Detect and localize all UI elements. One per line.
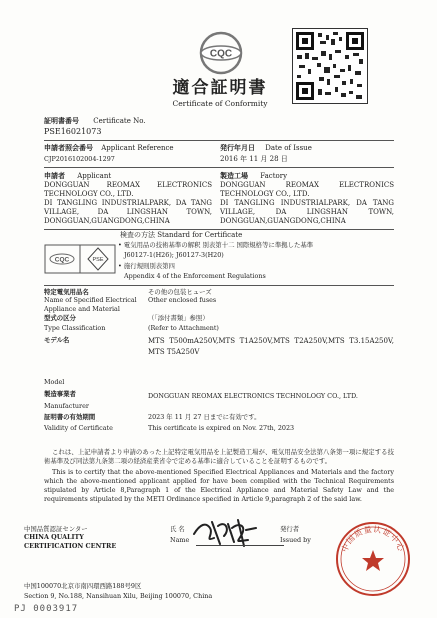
standards-item-2: • 施行規則別表第四	[118, 262, 175, 270]
issuer-label-en: Issued by	[280, 536, 311, 544]
applicant-line: TECHNOLOGY CO., LTD.	[44, 190, 134, 198]
validity-value-en: This certificate is expired on Nov. 27th, 2023	[148, 424, 295, 432]
product-label-en2: Appliance and Material	[44, 304, 120, 313]
title-en: Certificate of Conformity	[172, 99, 268, 108]
validity-label-jp: 証明書の有効期間	[44, 413, 96, 421]
model-label-jp: モデル名	[44, 336, 70, 344]
cert-no-value: PSE16021073	[44, 127, 102, 136]
type-value	[148, 314, 219, 333]
product-label	[44, 288, 144, 313]
divider	[44, 229, 394, 230]
signature-line	[196, 545, 284, 546]
divider	[44, 167, 394, 168]
org-name-jp: 中国品質認証センター	[24, 525, 88, 533]
type-label-en: Type Classification	[44, 324, 106, 333]
statement-jp: これは、上記申請者より申請のあった上記特定電気用品を上記製造工場が、電気用品安全法第八条第一項に規定する技術基準及び同法第九条第二項の経済産業省令で定める基準に適合していることを証明するものです。	[44, 448, 394, 465]
manufacturer-label-en: Manufacturer	[44, 402, 89, 410]
factory-label-jp: 製造工場	[220, 171, 248, 180]
cert-no-label-en: Certificate No.	[93, 117, 146, 125]
applicant-address	[44, 181, 212, 226]
model-value: MTS T500mA250V,MTS T1A250V,MTS T2A250V,MTS T3.15A250V, MTS T5A250V	[148, 337, 394, 356]
applicant-line: VILLAGE, DA LINGSHAN TOWN,	[44, 208, 212, 216]
signature	[190, 516, 260, 548]
logo-text: CQC	[209, 48, 233, 60]
factory-line: DI TANGLING INDUSTRIALPARK, DA TANG	[220, 199, 394, 207]
issue-label-en: Date of Issue	[265, 144, 312, 152]
type-label-jp: 型式の区分	[44, 314, 76, 322]
applicant-label-en: Applicant	[77, 172, 112, 180]
cqc-logo	[198, 30, 244, 76]
app-ref-label	[44, 143, 174, 153]
app-ref-label-jp: 申請者照会番号	[44, 143, 93, 152]
factory-label-en: Factory	[260, 172, 288, 180]
validity-label-en: Validity of Certificate	[44, 424, 113, 432]
validity-value-jp: 2023 年 11 月 27 日までに有効です。	[148, 413, 261, 421]
qr-code	[292, 28, 368, 104]
org-name-en2: CERTIFICATION CENTRE	[24, 541, 117, 550]
cert-no-label-jp: 証明書番号	[44, 116, 79, 125]
org-name	[24, 525, 116, 550]
applicant-label	[44, 171, 111, 181]
factory-label	[220, 171, 287, 181]
type-label	[44, 314, 105, 333]
app-ref-value: CJP2016102004-1297	[44, 155, 115, 163]
model-label-en: Model	[44, 378, 65, 386]
product-value-en: Other enclosed fuses	[148, 296, 217, 305]
cert-no-label	[44, 116, 146, 126]
official-seal	[334, 520, 412, 598]
org-name-en1: CHINA QUALITY	[24, 533, 84, 542]
standards-item-1: • 電気用品の技術基準の解釈 別表第十二 国際規格等に準拠した基準	[118, 241, 314, 249]
title-jp: 適合証明書	[172, 78, 268, 98]
applicant-label-jp: 申請者	[44, 171, 65, 180]
product-label-en1: Name of Specified Electrical	[44, 296, 137, 305]
manufacturer-value: DONGGUAN REOMAX ELECTRONICS TECHNOLOGY CO., LTD.	[148, 392, 358, 400]
issuer-label: 発行者	[280, 525, 300, 533]
issue-date-label	[220, 143, 312, 153]
applicant-line: DONGGUAN,GUANGDONG,CHINA	[44, 217, 170, 225]
address-en: Section 9, No.188, Nansihuan Xilu, Beijing 100070, China	[24, 592, 213, 600]
name-label: 氏 名	[170, 525, 185, 533]
serial-number: PJ 0003917	[14, 604, 79, 614]
product-label-jp: 特定電気用品名	[44, 288, 89, 296]
factory-line: DONGGUAN REOMAX ELECTRONICS	[220, 181, 394, 189]
statement-en: This is to certify that the above-mentioned Specified Electrical Appliances and Materials and the factory which the above-mentioned applicant applied for have been complied with the Technical Requirements stipulated by Article 8,Paragraph 1 of the Electrical Appliance and Material Safety Law and the requirements stipulated by the METI Ordinance specified in Article 9,paragraph 2 of the said law.	[44, 468, 394, 503]
app-ref-label-en: Applicant Reference	[101, 144, 174, 152]
standards-heading: 検査の方法 Standard for Certificate	[120, 231, 243, 239]
applicant-line: DONGGUAN REOMAX ELECTRONICS	[44, 181, 212, 189]
product-value-jp: その他の包装ヒューズ	[148, 288, 212, 296]
name-label-en: Name	[170, 536, 190, 544]
standards-item-2-en: Appendix 4 of the Enforcement Regulations	[124, 272, 266, 280]
standards-item-1-ref: J60127-1(H26); J60127-3(H20)	[124, 251, 224, 259]
cqc-pse-badge	[44, 244, 124, 274]
divider	[44, 285, 394, 286]
factory-address	[220, 181, 394, 226]
type-value-jp: （「添付書類」参照）	[148, 314, 209, 322]
factory-line: VILLAGE, DA LINGSHAN TOWN,	[220, 208, 394, 216]
applicant-line: DI TANGLING INDUSTRIALPARK, DA TANG	[44, 199, 212, 207]
type-value-en: (Refer to Attachment)	[148, 324, 219, 333]
svg-text:中国质量认证中心: 中国质量认证中心	[339, 524, 407, 554]
issue-label-jp: 発行年月日	[220, 143, 255, 152]
issue-date-value: 2016 年 11 月 28 日	[220, 155, 288, 163]
manufacturer-label-jp: 製造事業者	[44, 390, 76, 398]
badge-cqc-text: CQC	[54, 256, 70, 264]
factory-line: TECHNOLOGY CO., LTD.	[220, 190, 310, 198]
product-value	[148, 288, 216, 305]
badge-pse-text: PSE	[92, 257, 104, 263]
factory-line: DONGGUAN,GUANGDONG,CHINA	[220, 217, 346, 225]
address-cn: 中国100070北京市南四環西路188号9区	[24, 582, 142, 590]
divider	[44, 140, 394, 141]
